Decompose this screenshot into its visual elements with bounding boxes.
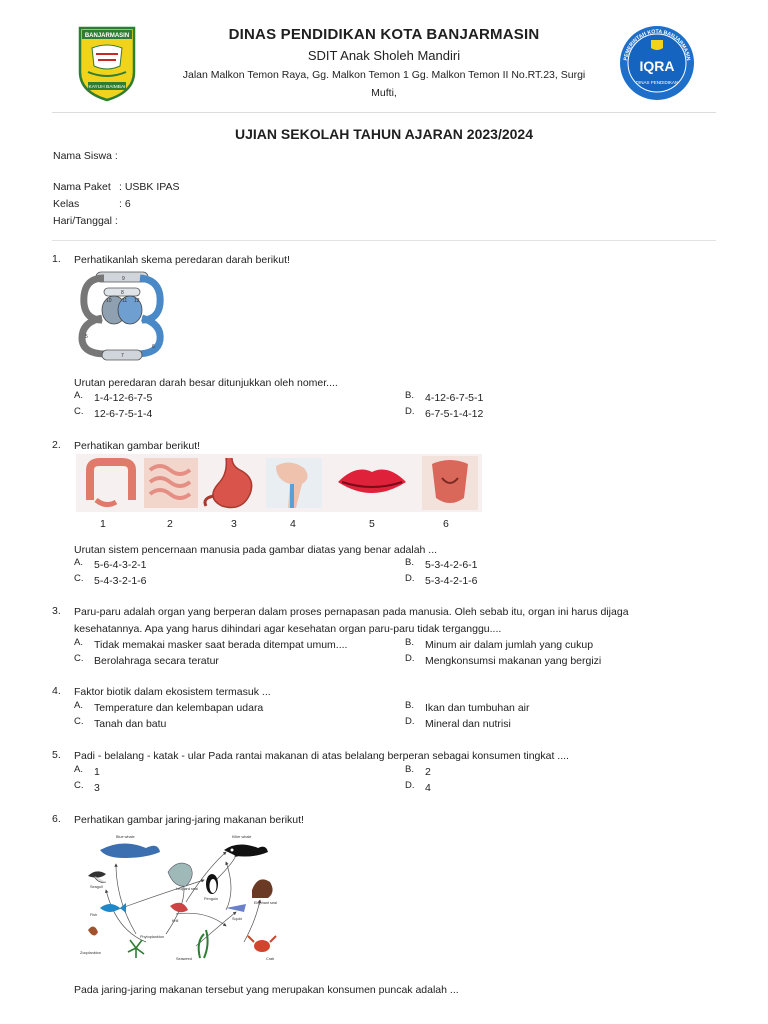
- agency-title: DINAS PENDIDIKAN KOTA BANJARMASIN: [228, 26, 540, 43]
- question-6-text: Perhatikan gambar jaring-jaring makanan berikut!: [74, 814, 304, 826]
- option-letter: A.: [74, 390, 83, 401]
- question-5-text: Padi - belalang - katak - ular Pada rantai makanan di atas belalang berperan sebagai konsumen tingkat ....: [74, 750, 569, 762]
- elephant-seal-icon: [252, 879, 273, 898]
- student-name-field: Nama Siswa :: [53, 150, 118, 162]
- package-value: : USBK IPAS: [119, 181, 180, 193]
- image-number-3: 3: [231, 518, 237, 530]
- crab-icon: [248, 936, 276, 952]
- option-letter: D.: [405, 573, 415, 584]
- web-label: Krill: [172, 919, 179, 923]
- option-text: 4-12-6-7-5-1: [425, 392, 484, 404]
- web-label: Elephant seal: [254, 901, 278, 905]
- question-3-text: [74, 604, 674, 638]
- svg-text:DINAS PENDIDIKAN: DINAS PENDIDIKAN: [635, 80, 679, 85]
- fig-label: 7: [121, 353, 124, 359]
- fig-label: 8: [121, 290, 124, 296]
- school-address: [170, 66, 598, 102]
- option-letter: D.: [405, 653, 415, 664]
- option-letter: D.: [405, 406, 415, 417]
- question-3-line-1: Paru-paru adalah organ yang berperan dalam proses pernapasan pada manusia. Oleh sebab itu, organ ini harus dijaga: [74, 606, 629, 618]
- option-text: 5-6-4-3-2-1: [94, 559, 147, 571]
- option-text: 3: [94, 782, 100, 794]
- question-4-number: 4.: [52, 685, 61, 697]
- option-letter: B.: [405, 700, 414, 711]
- digestive-organs-strip: [76, 454, 482, 512]
- option-letter: B.: [405, 764, 414, 775]
- web-label: Killer whale: [232, 835, 252, 839]
- question-1-number: 1.: [52, 253, 61, 265]
- fig-label: 9: [122, 276, 125, 282]
- question-1-text: Perhatikanlah skema peredaran darah berikut!: [74, 254, 290, 266]
- phytoplankton-icon: [128, 940, 144, 958]
- option-letter: C.: [74, 573, 84, 584]
- option-text: Mengkonsumsi makanan yang bergizi: [425, 655, 602, 667]
- food-web-diagram: [76, 830, 286, 964]
- svg-text:IQRA: IQRA: [639, 58, 675, 74]
- option-letter: C.: [74, 780, 84, 791]
- leopard-seal-icon: [168, 863, 192, 886]
- squid-icon: [226, 904, 246, 912]
- option-letter: B.: [405, 390, 414, 401]
- option-text: 2: [425, 766, 431, 778]
- web-label: Seaweed: [176, 957, 192, 961]
- package-row: [53, 181, 180, 193]
- krill-icon: [170, 903, 188, 912]
- date-field: Hari/Tanggal :: [53, 215, 118, 227]
- option-letter: C.: [74, 716, 84, 727]
- question-6-number: 6.: [52, 813, 61, 825]
- image-number-4: 4: [290, 518, 296, 530]
- web-label: Crab: [266, 957, 275, 961]
- option-text: Tanah dan batu: [94, 718, 167, 730]
- header-divider: [52, 112, 716, 113]
- web-label: Squid: [232, 917, 242, 921]
- fig-label: 5: [85, 334, 88, 340]
- option-text: 6-7-5-1-4-12: [425, 408, 484, 420]
- question-4-text: Faktor biotik dalam ekosistem termasuk ...: [74, 686, 271, 698]
- option-text: 5-3-4-2-1-6: [425, 575, 478, 587]
- info-divider: [52, 240, 716, 241]
- option-letter: A.: [74, 637, 83, 648]
- web-label: Phytoplankton: [140, 935, 165, 939]
- option-letter: A.: [74, 557, 83, 568]
- question-2-number: 2.: [52, 439, 61, 451]
- iqra-logo: [617, 24, 697, 102]
- option-text: 1: [94, 766, 100, 778]
- option-text: Berolahraga secara teratur: [94, 655, 219, 667]
- address-line-1: Jalan Malkon Temon Raya, Gg. Malkon Temon 1 Gg. Malkon Temon II No.RT.23, Surgi: [182, 69, 586, 81]
- option-text: Minum air dalam jumlah yang cukup: [425, 639, 594, 651]
- option-text: Tidak memakai masker saat berada ditempat umum....: [94, 639, 348, 651]
- banjarmasin-emblem-logo: [76, 24, 138, 102]
- class-value: : 6: [119, 198, 131, 210]
- svg-text:PEMERINTAH KOTA BANJARMASIN: PEMERINTAH KOTA BANJARMASIN: [623, 28, 691, 61]
- penguin-icon: [206, 874, 218, 894]
- svg-text:BANJARMASIN: BANJARMASIN: [84, 33, 130, 39]
- option-letter: B.: [405, 637, 414, 648]
- web-label: Penguin: [204, 897, 218, 901]
- fig-label: 11: [122, 298, 128, 304]
- blue-whale-icon: [100, 843, 160, 858]
- image-number-6: 6: [443, 518, 449, 530]
- image-number-5: 5: [369, 518, 375, 530]
- small-intestine-image: [144, 458, 198, 508]
- blood-circulation-diagram: [76, 270, 166, 364]
- option-text: 4: [425, 782, 431, 794]
- rectum-image: [422, 456, 478, 510]
- option-letter: D.: [405, 780, 415, 791]
- zooplankton-icon: [88, 926, 98, 935]
- option-letter: B.: [405, 557, 414, 568]
- web-label: Leopard seal: [176, 887, 198, 891]
- question-6-stem: Pada jaring-jaring makanan tersebut yang merupakan konsumen puncak adalah ...: [74, 984, 459, 996]
- web-label: Zooplankton: [80, 951, 101, 955]
- option-text: 12-6-7-5-1-4: [94, 408, 153, 420]
- option-letter: A.: [74, 764, 83, 775]
- option-text: 5-4-3-2-1-6: [94, 575, 147, 587]
- option-text: Temperature dan kelembapan udara: [94, 702, 264, 714]
- fig-label: 10: [106, 298, 112, 304]
- fig-label: 12: [134, 298, 140, 304]
- option-letter: D.: [405, 716, 415, 727]
- school-name: SDIT Anak Sholeh Mandiri: [307, 48, 461, 63]
- question-1-stem: Urutan peredaran darah besar ditunjukkan oleh nomer....: [74, 377, 338, 389]
- class-row: [53, 198, 131, 210]
- class-label: Kelas: [53, 198, 80, 210]
- option-text: Mineral dan nutrisi: [425, 718, 511, 730]
- option-letter: C.: [74, 406, 84, 417]
- question-2-text: Perhatikan gambar berikut!: [74, 440, 201, 452]
- image-number-1: 1: [100, 518, 106, 530]
- image-number-2: 2: [167, 518, 173, 530]
- web-label: Seagull: [90, 885, 103, 889]
- esophagus-image: [266, 458, 322, 508]
- question-3-line-2: kesehatannya. Apa yang harus dihindari agar kesehatan organ paru-paru tidak terganggu....: [74, 623, 502, 635]
- exam-title: UJIAN SEKOLAH TAHUN AJARAN 2023/2024: [235, 126, 533, 142]
- seaweed-icon: [199, 930, 208, 958]
- fish-icon: [100, 903, 126, 913]
- option-letter: A.: [74, 700, 83, 711]
- option-letter: C.: [74, 653, 84, 664]
- question-3-number: 3.: [52, 605, 61, 617]
- fig-label: 6: [152, 344, 155, 350]
- killer-whale-icon: [224, 844, 268, 856]
- package-label: Nama Paket: [53, 181, 111, 193]
- svg-text:KAYUH BAIMBAI: KAYUH BAIMBAI: [88, 85, 126, 90]
- web-label: Blue whale: [116, 835, 135, 839]
- option-text: Ikan dan tumbuhan air: [425, 702, 530, 714]
- question-5-number: 5.: [52, 749, 61, 761]
- document-header: [0, 0, 768, 112]
- question-2-stem: Urutan sistem pencernaan manusia pada gambar diatas yang benar adalah ...: [74, 544, 438, 556]
- option-text: 1-4-12-6-7-5: [94, 392, 153, 404]
- option-text: 5-3-4-2-6-1: [425, 559, 478, 571]
- web-label: Fish: [90, 913, 98, 917]
- address-line-2: Mufti,: [371, 87, 397, 99]
- seagull-icon: [88, 871, 106, 882]
